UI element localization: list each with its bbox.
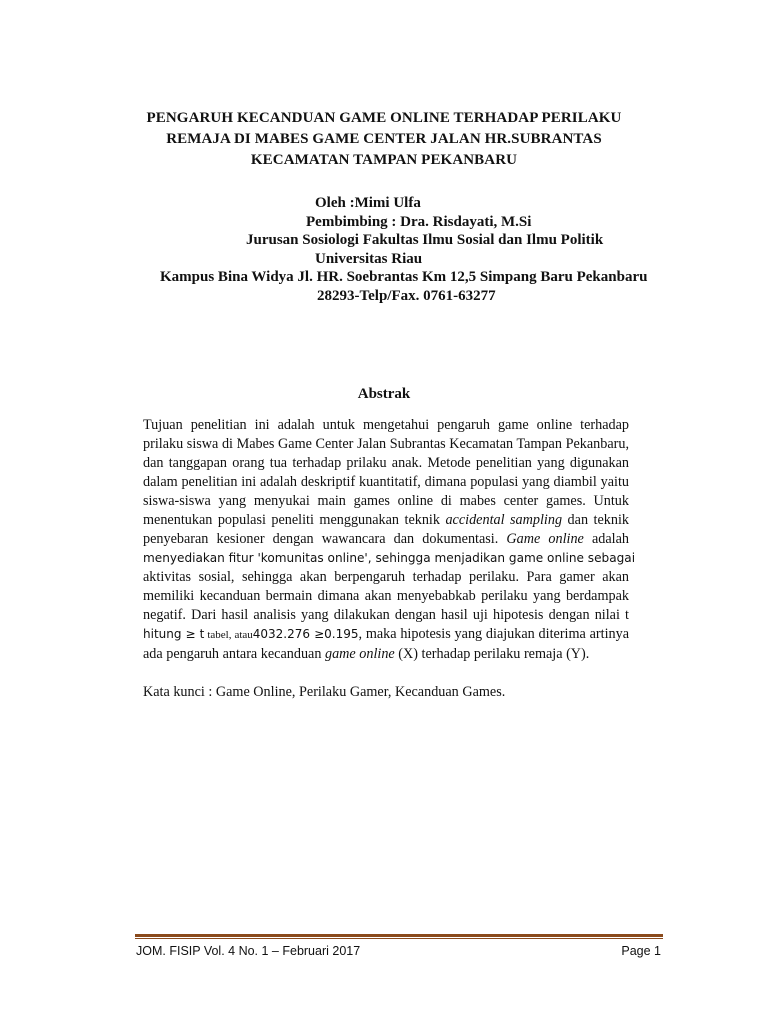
abstract-line: menyediakan fitur 'komunitas online', sehingga menjadikan game online sebagai	[143, 551, 636, 565]
abstract-line: memiliki kecanduan bermain dimana akan menyebabkab perilaku yang berdampak	[143, 588, 629, 604]
abstract-line: dan tanggapan orang tua terhadap prilaku anak. Metode penelitian yang digunakan	[143, 455, 629, 471]
abstract-line	[143, 625, 629, 645]
title-line: KECAMATAN TAMPAN PEKANBARU	[250, 152, 518, 168]
campus-address: Kampus Bina Widya Jl. HR. Soebrantas Km 12,5 Simpang Baru Pekanbaru	[160, 269, 648, 285]
emphasis-text: Game online	[506, 531, 584, 547]
emphasis-text: accidental sampling	[445, 512, 563, 528]
title-line: REMAJA DI MABES GAME CENTER JALAN HR.SUBRANTAS	[166, 131, 602, 147]
paper-title	[120, 108, 648, 171]
abstract-line: Tujuan penelitian ini adalah untuk mengetahui pengaruh game online terhadap	[143, 417, 629, 433]
abstract-line	[143, 511, 629, 530]
abstract-body	[143, 416, 636, 664]
abstract-line: prilaku siswa di Mabes Game Center Jalan Subrantas Kecamatan Tampan Pekanbaru,	[143, 436, 629, 452]
abstract-line: negatif. Dari hasil analisis yang dilakukan dengan hasil uji hipotesis dengan nilai t	[143, 607, 629, 623]
text-segment: ada pengaruh antara kecanduan	[143, 646, 325, 662]
text-segment: tabel, atau	[204, 629, 253, 641]
abstract-line: dalam penelitian ini adalah deskriptif kuantitatif, dimana populasi yang diambil yaitu	[143, 474, 629, 490]
page-number: Page 1	[621, 944, 661, 958]
math-text: hitung ≥ t	[143, 627, 205, 641]
advisor: Pembimbing : Dra. Risdayati, M.Si	[306, 213, 532, 230]
text-segment: dan teknik	[562, 512, 629, 528]
abstract-line: aktivitas sosial, sehingga akan berpengaruh terhadap perilaku. Para gamer akan	[143, 569, 629, 585]
emphasis-text: game online	[324, 646, 395, 662]
department: Jurusan Sosiologi Fakultas Ilmu Sosial dan Ilmu Politik	[246, 232, 604, 248]
footer-journal: JOM. FISIP Vol. 4 No. 1 – Februari 2017	[136, 944, 361, 958]
abstract-line	[143, 530, 629, 549]
math-text: 4032.276 ≥0.195	[252, 627, 359, 641]
text-segment: (X) terhadap perilaku remaja (Y).	[394, 646, 590, 662]
title-line: PENGARUH KECANDUAN GAME ONLINE TERHADAP PERILAKU	[146, 110, 622, 126]
contact-info: 28293-Telp/Fax. 0761-63277	[317, 287, 496, 304]
author-name: Oleh :Mimi Ulfa	[315, 195, 421, 211]
keywords: Kata kunci : Game Online, Perilaku Gamer, Kecanduan Games.	[143, 684, 506, 700]
text-segment: penyebaran kesioner dengan wawancara dan dokumentasi.	[143, 531, 507, 547]
abstract-line	[143, 645, 629, 664]
abstract-line: siswa-siswa yang menyukai main games online di mabes center games. Untuk	[143, 493, 629, 509]
footer-divider	[135, 934, 663, 937]
author-block	[0, 194, 768, 305]
abstract-heading: Abstrak	[357, 386, 411, 402]
text-segment: menentukan populasi peneliti menggunakan teknik	[143, 512, 446, 528]
university: Universitas Riau	[315, 250, 423, 267]
text-segment: , maka hipotesis yang diajukan diterima artinya	[358, 626, 629, 642]
text-segment: adalah	[583, 531, 629, 547]
